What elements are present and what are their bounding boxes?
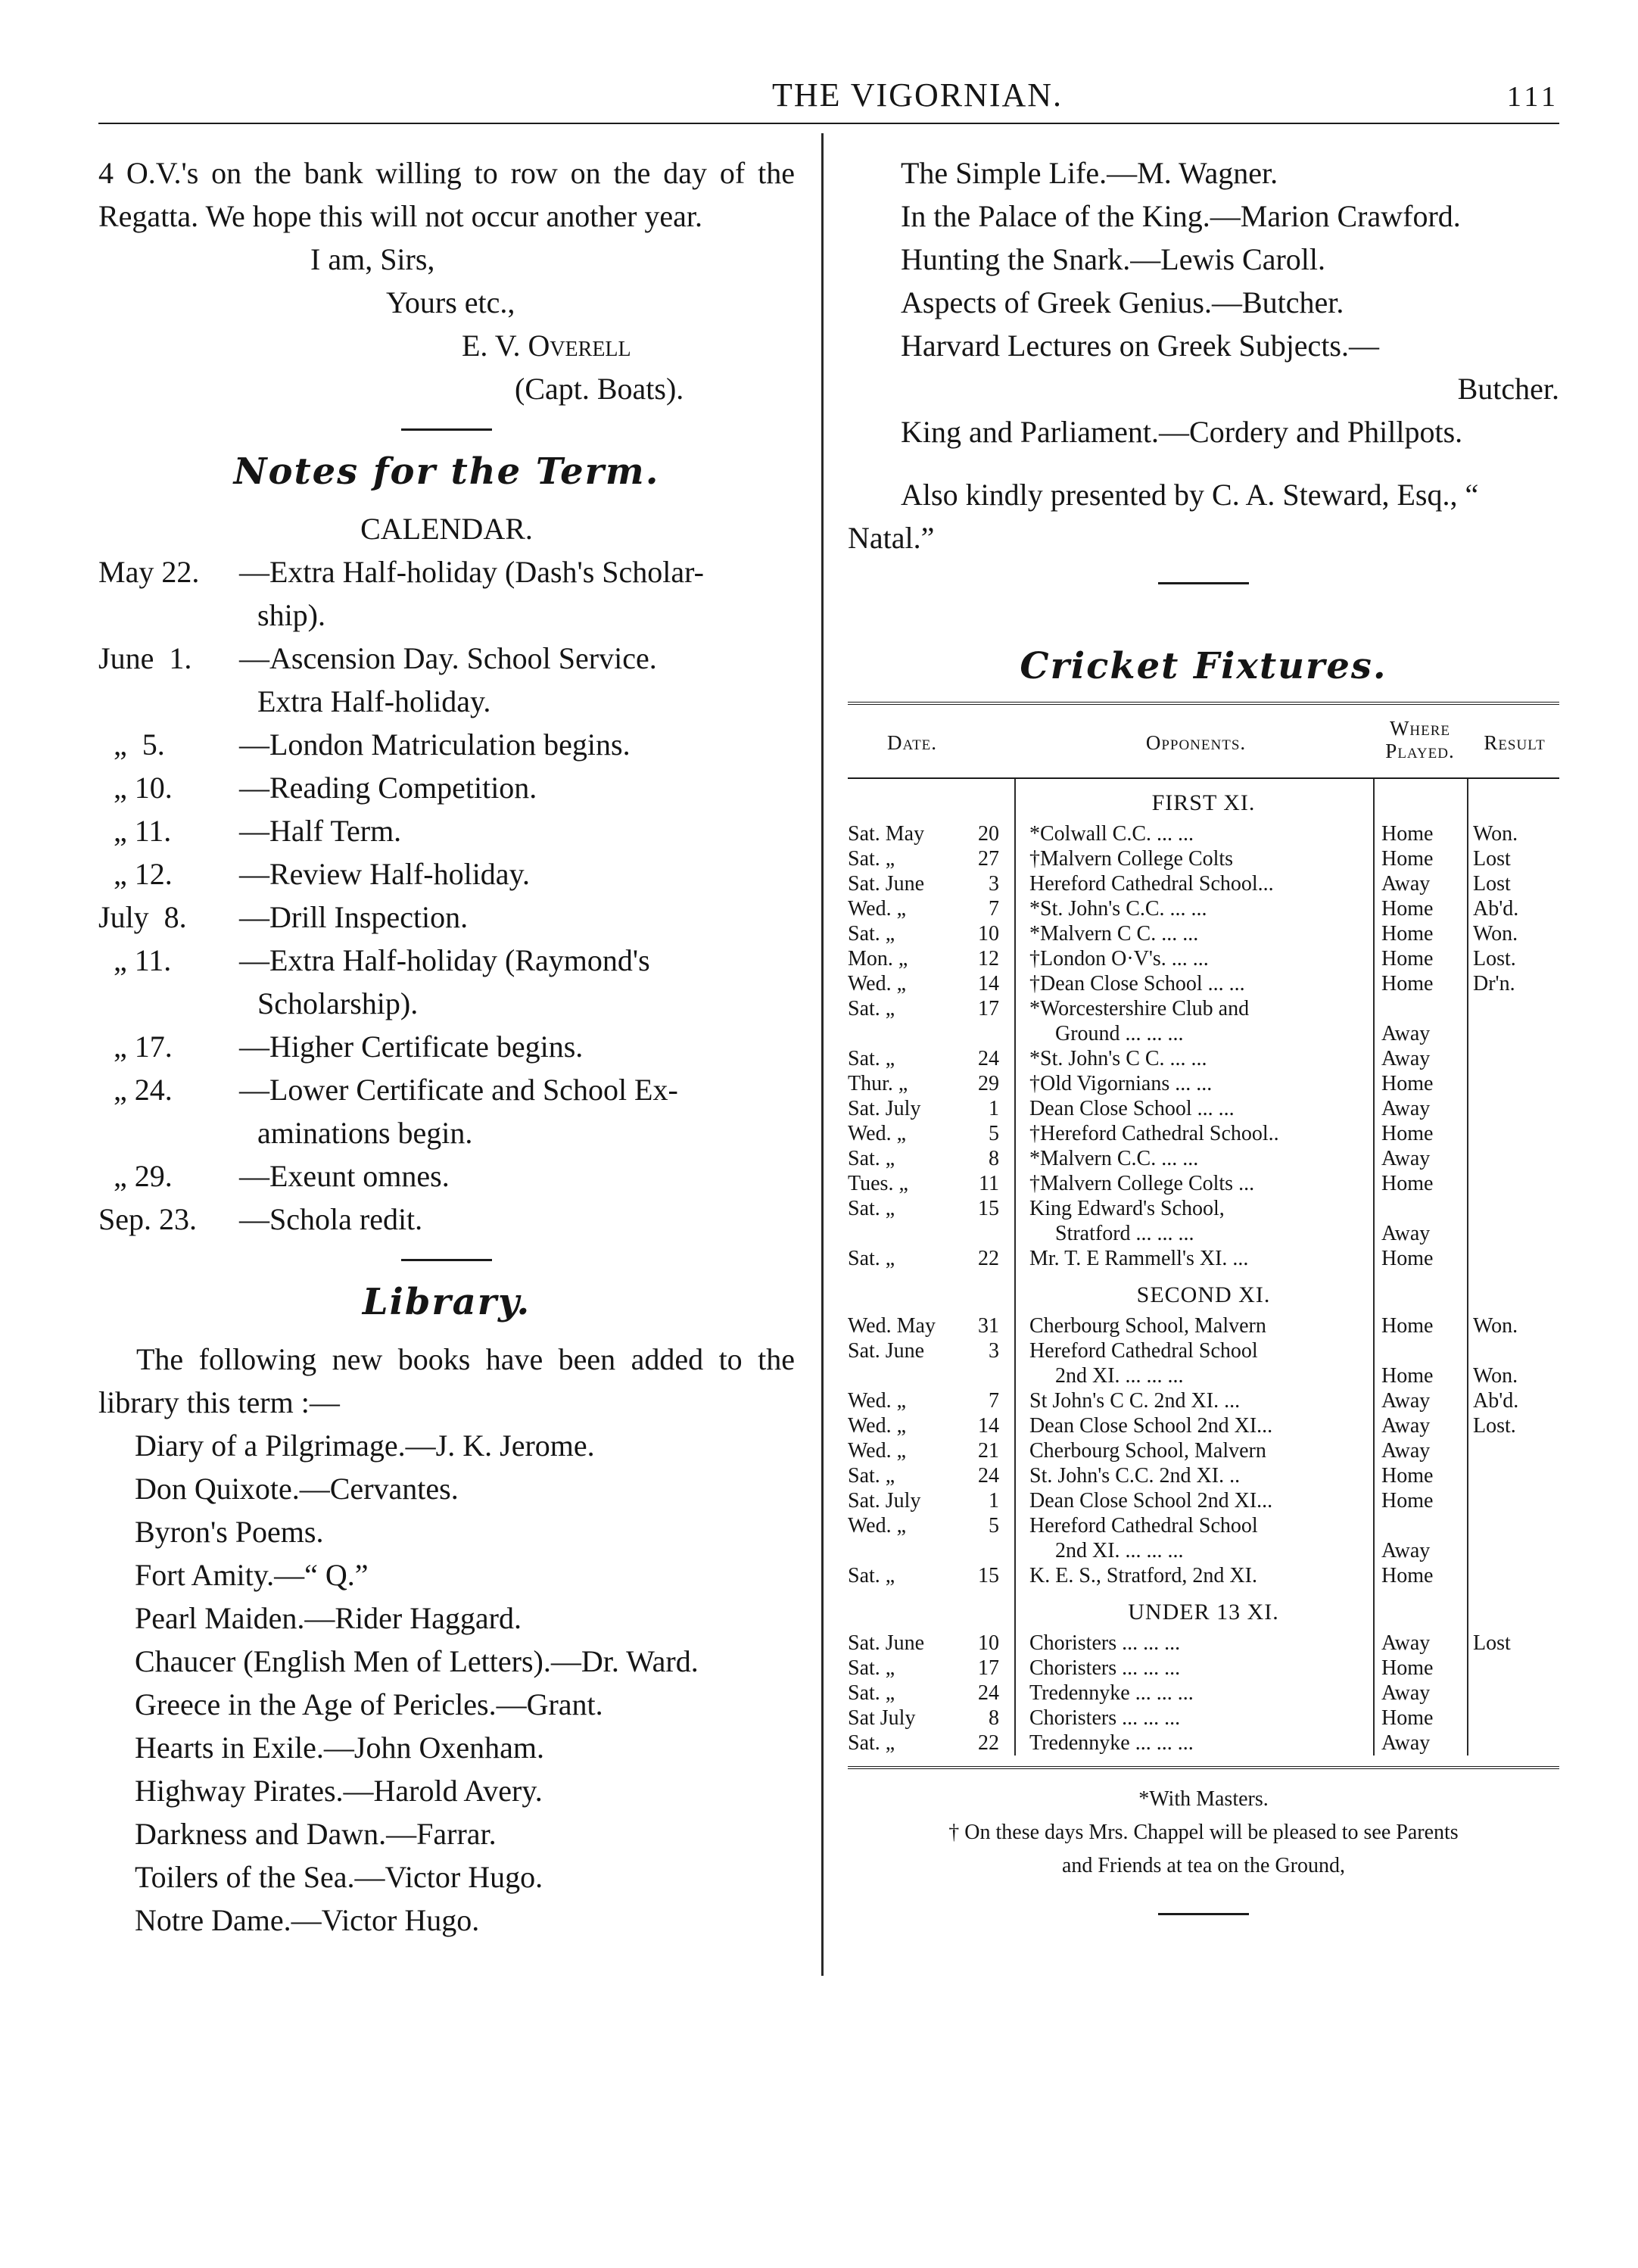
calendar-entry (98, 550, 795, 637)
fixture-opponent-line: *Worcestershire Club and (1029, 997, 1250, 1020)
fixture-opponent (1029, 1388, 1362, 1413)
running-head (98, 71, 1559, 124)
calendar-text: —Lower Certificate and School Ex- (239, 1073, 678, 1107)
fixture-opponent-line: St John's C C. 2nd XI. ... (1029, 1389, 1241, 1413)
fixture-opponent-line: Choristers ... ... ... (1029, 1656, 1181, 1680)
fixture-row (848, 971, 1559, 996)
book-entry-continued: Butcher. (1457, 372, 1559, 406)
calendar-entry (98, 939, 795, 1025)
fixture-opponent-line: †Malvern College Colts ... (1029, 1172, 1255, 1195)
fixture-opponent (1029, 1196, 1362, 1246)
fixture-opponent-line: Hereford Cathedral School (1029, 1339, 1258, 1363)
calendar-text: —London Matriculation begins. (239, 727, 631, 762)
fixture-date-number: 7 (989, 1389, 999, 1413)
fixture-row (848, 1246, 1559, 1271)
letter-closing: I am, Sirs, (310, 242, 435, 276)
fixture-venue: Home (1381, 1247, 1434, 1270)
calendar-date: „ 24. (98, 1073, 173, 1107)
fixture-date-number: 7 (989, 897, 999, 921)
library-intro: The following new books have been added to the library this term :— (98, 1342, 795, 1419)
fixture-opponent (1029, 821, 1362, 846)
book-entry: Diary of a Pilgrimage.—J. K. Jerome. (135, 1428, 595, 1463)
fixture-date-number: 1 (989, 1489, 999, 1513)
fixture-opponent (1029, 1513, 1362, 1563)
fixture-result: Lost. (1473, 1414, 1516, 1438)
fixture-day: Sat. May (848, 822, 925, 846)
table-top-rule (848, 702, 1559, 708)
fixture-opponent (1029, 1706, 1362, 1731)
fixture-date-number: 24 (978, 1464, 999, 1488)
fixture-date-number: 17 (978, 1656, 999, 1680)
calendar-entry (98, 766, 795, 809)
section-rule (401, 1259, 492, 1261)
book-entry: Pearl Maiden.—Rider Haggard. (135, 1601, 522, 1635)
letter-closing: Yours etc., (386, 285, 515, 319)
fixture-venue: Home (1381, 1656, 1434, 1680)
calendar-entry (98, 809, 795, 852)
section-rule (1158, 582, 1249, 584)
fixture-row (848, 1313, 1559, 1338)
fixture-row (848, 1681, 1559, 1706)
fixture-opponent-line: †Malvern College Colts (1029, 847, 1234, 871)
fixture-date-number: 3 (989, 1339, 999, 1363)
fixture-opponent (1029, 1313, 1362, 1338)
fixture-venue: Away (1381, 1097, 1431, 1120)
book-entry: Harvard Lectures on Greek Subjects.— (901, 329, 1379, 363)
fixture-opponent-line: †London O·V's. ... ... (1029, 947, 1209, 970)
fixture-venue: Away (1381, 872, 1431, 896)
fixture-row (848, 1656, 1559, 1681)
fixture-day: Wed. May (848, 1314, 936, 1338)
fixture-result: Won. (1473, 822, 1518, 846)
fixture-row (848, 1071, 1559, 1096)
fixture-opponent (1029, 896, 1362, 921)
fixture-opponent (1029, 1731, 1362, 1756)
fixture-day: Sat. June (848, 1631, 925, 1655)
right-column (848, 151, 1559, 1915)
calendar-date: „ 11. (98, 943, 172, 977)
fixture-row (848, 1631, 1559, 1656)
fixture-opponent-line: *St. John's C C. ... ... (1029, 1047, 1207, 1070)
fixture-date-number: 3 (989, 872, 999, 896)
column-header-date: Date. (886, 731, 938, 754)
calendar-date: „ 5. (98, 727, 165, 762)
fixture-date-number: 12 (978, 947, 999, 970)
library-presented-note: Also kindly presented by C. A. Steward, Esq., “ Natal.” (848, 478, 1479, 555)
calendar-text: —Schola redit. (239, 1202, 423, 1236)
fixture-venue: Home (1381, 1464, 1434, 1488)
fixture-opponent-line: Ground ... ... ... (1055, 1022, 1184, 1045)
fixture-opponent-line: Hereford Cathedral School (1029, 1514, 1258, 1537)
fixture-day: Sat. July (848, 1489, 921, 1513)
fixture-result: Lost (1473, 1631, 1511, 1655)
fixture-day: Wed. „ (848, 1122, 907, 1145)
letter-signature: E. V. Overell (462, 329, 631, 363)
fixture-row (848, 921, 1559, 946)
fixture-date-number: 11 (979, 1172, 999, 1195)
fixture-date-number: 17 (978, 997, 999, 1020)
calendar-text: —Half Term. (239, 814, 402, 848)
fixture-day: Sat. „ (848, 997, 895, 1020)
fixture-opponent (1029, 946, 1362, 971)
fixture-date-number: 5 (989, 1514, 999, 1537)
fixture-day: Sat. „ (848, 847, 895, 871)
fixture-date-number: 10 (978, 1631, 999, 1655)
fixture-row (848, 1388, 1559, 1413)
fixture-opponent-line: Hereford Cathedral School... (1029, 872, 1274, 896)
fixture-opponent (1029, 971, 1362, 996)
book-entry: Hearts in Exile.—John Oxenham. (135, 1731, 544, 1765)
fixture-date-number: 8 (989, 1706, 999, 1730)
fixture-row (848, 1338, 1559, 1388)
table-body (848, 779, 1559, 1756)
fixture-day: Wed. „ (848, 1389, 907, 1413)
calendar-date: „ 17. (98, 1030, 173, 1064)
fixture-row (848, 1171, 1559, 1196)
fixture-row (848, 1463, 1559, 1488)
fixture-opponent-line: 2nd XI. ... ... ... (1055, 1539, 1184, 1562)
fixture-date-number: 24 (978, 1681, 999, 1705)
fixture-venue: Away (1381, 1439, 1431, 1463)
fixture-venue: Away (1381, 1681, 1431, 1705)
book-entry: Chaucer (English Men of Letters).—Dr. Ward. (135, 1644, 699, 1678)
fixture-date-number: 15 (978, 1564, 999, 1587)
fixture-venue: Away (1381, 1731, 1431, 1755)
calendar-text: —Exeunt omnes. (239, 1159, 450, 1193)
book-entry: Greece in the Age of Pericles.—Grant. (135, 1687, 603, 1721)
book-entry: Byron's Poems. (135, 1515, 324, 1549)
book-entry: Don Quixote.—Cervantes. (135, 1472, 459, 1506)
fixture-venue: Home (1381, 1072, 1434, 1095)
fixture-day: Tues. „ (848, 1172, 908, 1195)
fixture-section-title: FIRST XI. (1151, 790, 1256, 815)
fixture-row (848, 1438, 1559, 1463)
fixture-opponent (1029, 1656, 1362, 1681)
fixture-opponent-line: †Old Vigornians ... ... (1029, 1072, 1213, 1095)
fixture-row (848, 1196, 1559, 1246)
fixture-opponent-line: King Edward's School, (1029, 1197, 1225, 1220)
calendar-date: June 1. (98, 641, 192, 675)
fixture-result: Won. (1473, 1364, 1518, 1388)
fixture-day: Sat. „ (848, 1681, 895, 1705)
fixture-row (848, 1413, 1559, 1438)
fixture-opponent-line: Dean Close School 2nd XI... (1029, 1489, 1273, 1513)
fixture-day: Sat. „ (848, 1247, 895, 1270)
fixture-row (848, 1146, 1559, 1171)
fixture-venue: Home (1381, 947, 1434, 970)
end-rule (1158, 1913, 1249, 1915)
fixture-day: Wed. „ (848, 1514, 907, 1537)
fixture-row (848, 871, 1559, 896)
calendar-list (98, 550, 795, 1241)
calendar-text-continued: Scholarship). (257, 986, 419, 1020)
column-header-where: Where Played. (1385, 717, 1455, 762)
fixture-row (848, 946, 1559, 971)
calendar-text-continued: aminations begin. (257, 1116, 473, 1150)
calendar-entry (98, 1198, 795, 1241)
fixture-day: Wed. „ (848, 972, 907, 995)
fixture-opponent (1029, 1046, 1362, 1071)
fixture-venue: Home (1381, 1564, 1434, 1587)
header-rule (98, 123, 1559, 124)
journal-title: THE VIGORNIAN. (772, 76, 1063, 114)
fixture-result: Ab'd. (1473, 1389, 1519, 1413)
fixture-venue: Home (1381, 897, 1434, 921)
fixture-date-number: 5 (989, 1122, 999, 1145)
fixture-venue: Home (1381, 1364, 1434, 1388)
fixture-result: Lost. (1473, 947, 1516, 970)
footnote-tea: and Friends at tea on the Ground, (1061, 1854, 1346, 1877)
fixture-opponent-line: 2nd XI. ... ... ... (1055, 1364, 1184, 1388)
fixture-opponent (1029, 1463, 1362, 1488)
fixture-opponent-line: Dean Close School 2nd XI... (1029, 1414, 1273, 1438)
calendar-date: Sep. 23. (98, 1202, 197, 1236)
fixture-day: Thur. „ (848, 1072, 908, 1095)
fixture-date-number: 14 (978, 1414, 999, 1438)
fixture-section-title: SECOND XI. (1136, 1282, 1271, 1307)
fixture-opponent-line: Mr. T. E Rammell's XI. ... (1029, 1247, 1249, 1270)
fixture-opponent (1029, 846, 1362, 871)
fixture-date-number: 1 (989, 1097, 999, 1120)
fixture-day: Sat. „ (848, 1731, 895, 1755)
fixture-date-number: 31 (978, 1314, 999, 1338)
footnote-tea: † On these days Mrs. Chappel will be pleased to see Parents (948, 1821, 1459, 1844)
calendar-entry (98, 896, 795, 939)
fixture-date-number: 8 (989, 1147, 999, 1170)
fixture-opponent-line: Cherbourg School, Malvern (1029, 1439, 1266, 1463)
fixture-day: Sat. „ (848, 1147, 895, 1170)
fixture-venue: Home (1381, 1314, 1434, 1338)
calendar-entry (98, 1154, 795, 1198)
fixture-opponent (1029, 871, 1362, 896)
fixture-day: Sat. July (848, 1097, 921, 1120)
fixture-venue: Home (1381, 1489, 1434, 1513)
fixture-opponent (1029, 1413, 1362, 1438)
book-entry: Highway Pirates.—Harold Avery. (135, 1774, 543, 1808)
fixture-opponent-line: *Colwall C.C. ... ... (1029, 822, 1194, 846)
fixture-opponent (1029, 1146, 1362, 1171)
letter-body: 4 O.V.'s on the bank willing to row on the day of the Regatta. We hope this will not occur another year. (98, 156, 795, 233)
fixture-day: Wed. „ (848, 1439, 907, 1463)
fixture-opponent (1029, 1563, 1362, 1588)
fixture-venue: Home (1381, 822, 1434, 846)
fixture-venue: Away (1381, 1222, 1431, 1245)
fixture-result: Lost (1473, 872, 1511, 896)
section-rule (401, 428, 492, 431)
fixture-day: Sat. „ (848, 1197, 895, 1220)
fixture-result: Lost (1473, 847, 1511, 871)
fixture-day: Sat. June (848, 872, 925, 896)
fixture-venue: Away (1381, 1631, 1431, 1655)
fixture-venue: Home (1381, 1706, 1434, 1730)
page-number: 111 (1506, 81, 1559, 113)
fixture-date-number: 24 (978, 1047, 999, 1070)
book-entry: Toilers of the Sea.—Victor Hugo. (135, 1860, 543, 1894)
fixture-day: Sat. „ (848, 922, 895, 946)
fixture-opponent (1029, 1438, 1362, 1463)
calendar-entry (98, 637, 795, 723)
fixture-day: Sat July (848, 1706, 916, 1730)
calendar-text: —Drill Inspection. (239, 900, 469, 934)
calendar-text-continued: ship). (257, 598, 325, 632)
fixture-opponent-line: Choristers ... ... ... (1029, 1706, 1181, 1730)
fixture-opponent (1029, 1071, 1362, 1096)
fixture-day: Sat. „ (848, 1464, 895, 1488)
fixture-opponent-line: †Hereford Cathedral School.. (1029, 1122, 1279, 1145)
footnote-masters: *With Masters. (1138, 1787, 1269, 1811)
calendar-entry (98, 1068, 795, 1154)
fixture-venue: Away (1381, 1147, 1431, 1170)
calendar-entry (98, 1025, 795, 1068)
fixture-venue: Away (1381, 1414, 1431, 1438)
fixture-row (848, 1096, 1559, 1121)
fixture-opponent-line: Tredennyke ... ... ... (1029, 1681, 1194, 1705)
fixture-date-number: 14 (978, 972, 999, 995)
fixture-venue: Away (1381, 1022, 1431, 1045)
fixture-row (848, 1706, 1559, 1731)
calendar-text: —Extra Half-holiday (Dash's Scholar- (239, 555, 705, 589)
fixture-opponent (1029, 1488, 1362, 1513)
fixture-row (848, 1731, 1559, 1756)
fixture-opponent-line: Cherbourg School, Malvern (1029, 1314, 1266, 1338)
calendar-text: —Review Half-holiday. (239, 857, 530, 891)
fixture-opponent (1029, 1338, 1362, 1388)
fixture-result: Won. (1473, 1314, 1518, 1338)
table-bottom-rule (848, 1766, 1559, 1772)
calendar-date: „ 10. (98, 771, 173, 805)
calendar-date: July 8. (98, 900, 187, 934)
notes-heading: Notes for the Term. (233, 450, 660, 493)
fixture-date-number: 21 (978, 1439, 999, 1463)
calendar-title: CALENDAR. (360, 512, 533, 546)
fixture-venue: Home (1381, 1122, 1434, 1145)
fixture-row (848, 1488, 1559, 1513)
fixture-day: Wed. „ (848, 1414, 907, 1438)
library-heading: Library. (362, 1281, 531, 1323)
calendar-text: —Higher Certificate begins. (239, 1030, 584, 1064)
fixture-opponent (1029, 1246, 1362, 1271)
book-entry: Notre Dame.—Victor Hugo. (135, 1903, 480, 1937)
fixture-day: Sat. „ (848, 1564, 895, 1587)
calendar-text: —Reading Competition. (239, 771, 537, 805)
fixture-opponent-line: *Malvern C.C. ... ... (1029, 1147, 1199, 1170)
fixture-row (848, 1513, 1559, 1563)
fixture-date-number: 22 (978, 1731, 999, 1755)
fixtures-table (848, 702, 1559, 1915)
calendar-text: —Extra Half-holiday (Raymond's (239, 943, 650, 977)
calendar-entry (98, 723, 795, 766)
fixture-date-number: 15 (978, 1197, 999, 1220)
column-header-opponents: Opponents. (1145, 731, 1247, 754)
fixture-row (848, 896, 1559, 921)
fixture-result: Won. (1473, 922, 1518, 946)
calendar-date: „ 29. (98, 1159, 173, 1193)
fixture-opponent-line: Dean Close School ... ... (1029, 1097, 1235, 1120)
column-divider (821, 133, 824, 1976)
calendar-text-continued: Extra Half-holiday. (257, 684, 491, 718)
fixture-row (848, 1121, 1559, 1146)
fixture-row (848, 996, 1559, 1046)
fixture-opponent-line: Choristers ... ... ... (1029, 1631, 1181, 1655)
fixture-opponent (1029, 1631, 1362, 1656)
fixture-venue: Away (1381, 1539, 1431, 1562)
fixture-day: Wed. „ (848, 897, 907, 921)
book-entry: Hunting the Snark.—Lewis Caroll. (901, 242, 1326, 276)
fixture-opponent-line: Tredennyke ... ... ... (1029, 1731, 1194, 1755)
fixture-date-number: 27 (978, 847, 999, 871)
fixture-day: Sat. „ (848, 1656, 895, 1680)
calendar-text: —Ascension Day. School Service. (239, 641, 657, 675)
fixture-date-number: 10 (978, 922, 999, 946)
book-list (98, 1424, 795, 1942)
fixture-opponent-line: *Malvern C C. ... ... (1029, 922, 1199, 946)
table-header (848, 708, 1559, 777)
fixture-opponent (1029, 1681, 1362, 1706)
fixture-date-number: 22 (978, 1247, 999, 1270)
book-entry: King and Parliament.—Cordery and Phillpots. (901, 415, 1463, 449)
book-entry: Darkness and Dawn.—Farrar. (135, 1817, 497, 1851)
left-column (98, 151, 795, 1942)
calendar-entry (98, 852, 795, 896)
fixtures-heading: Cricket Fixtures. (1020, 645, 1387, 687)
fixture-row (848, 1046, 1559, 1071)
fixture-venue: Home (1381, 847, 1434, 871)
fixture-sections (848, 779, 1559, 1756)
fixture-opponent (1029, 921, 1362, 946)
fixture-opponent (1029, 1171, 1362, 1196)
fixture-date-number: 29 (978, 1072, 999, 1095)
fixture-venue: Home (1381, 972, 1434, 995)
fixture-venue: Away (1381, 1389, 1431, 1413)
fixture-opponent-line: Stratford ... ... ... (1055, 1222, 1194, 1245)
fixture-venue: Away (1381, 1047, 1431, 1070)
calendar-date: May 22. (98, 555, 200, 589)
fixture-result: Dr'n. (1473, 972, 1515, 995)
book-entry: The Simple Life.—M. Wagner. (901, 156, 1278, 190)
book-list-continued (848, 151, 1559, 367)
fixture-row (848, 1563, 1559, 1588)
fixture-opponent (1029, 996, 1362, 1046)
fixture-day: Sat. June (848, 1339, 925, 1363)
fixture-opponent-line: St. John's C.C. 2nd XI. .. (1029, 1464, 1241, 1488)
calendar-date: „ 12. (98, 857, 173, 891)
fixture-opponent-line: K. E. S., Stratford, 2nd XI. (1029, 1564, 1257, 1587)
fixture-day: Mon. „ (848, 947, 908, 970)
book-entry: Aspects of Greek Genius.—Butcher. (901, 285, 1344, 319)
fixture-row (848, 846, 1559, 871)
calendar-date: „ 11. (98, 814, 172, 848)
fixture-result: Ab'd. (1473, 897, 1519, 921)
book-entry: In the Palace of the King.—Marion Crawford. (901, 199, 1461, 233)
fixture-opponent (1029, 1096, 1362, 1121)
fixture-opponent-line: *St. John's C.C. ... ... (1029, 897, 1207, 921)
fixture-opponent-line: †Dean Close School ... ... (1029, 972, 1245, 995)
fixture-section-title: UNDER 13 XI. (1128, 1600, 1279, 1625)
column-header-result: Result (1484, 731, 1546, 754)
fixture-venue: Home (1381, 1172, 1434, 1195)
fixture-date-number: 20 (978, 822, 999, 846)
book-entry: Fort Amity.—“ Q.” (135, 1558, 369, 1592)
fixture-row (848, 821, 1559, 846)
fixture-opponent (1029, 1121, 1362, 1146)
fixture-venue: Home (1381, 922, 1434, 946)
letter-signature-role: (Capt. Boats). (515, 372, 684, 406)
fixture-day: Sat. „ (848, 1047, 895, 1070)
